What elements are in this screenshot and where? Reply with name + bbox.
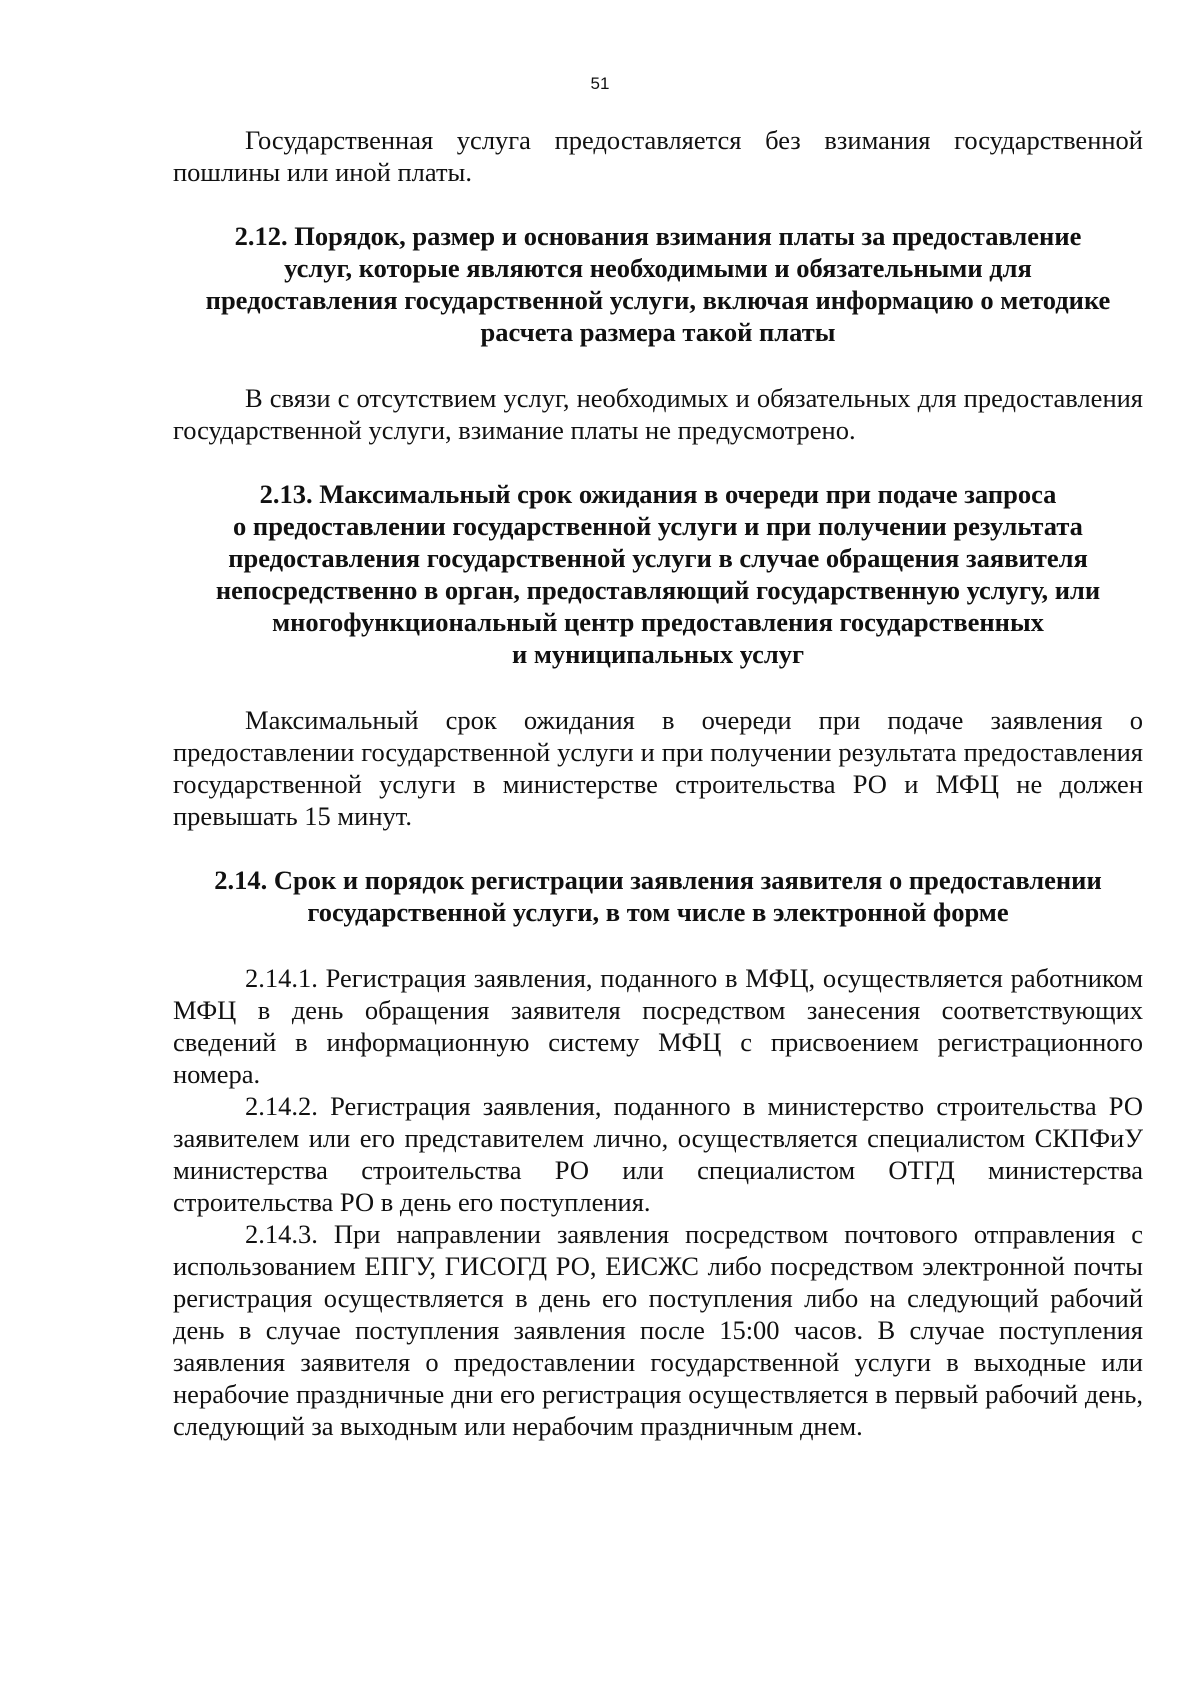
heading-line: 2.12. Порядок, размер и основания взимания платы за предоставление [234,221,1082,251]
document-body [173,124,1143,1442]
paragraph-queue-time: Максимальный срок ожидания в очереди при подаче заявления о предоставлении государственной услуги и при получении результата предоставления государственной услуги в министерстве строительства РО и МФЦ не должен превышать 15 минут. [173,705,1143,831]
heading-line: непосредственно в орган, предоставляющий государственную услугу, или [215,575,1101,605]
paragraph-2-14-1: 2.14.1. Регистрация заявления, поданного в МФЦ, осуществляется работником МФЦ в день обращения заявителя посредством занесения соответствующих сведений в информационную систему МФЦ с присвоением регистрационного номера. [173,963,1143,1089]
heading-line: предоставления государственной услуги в случае обращения заявителя [228,543,1088,573]
heading-line: многофункциональный центр предоставления государственных [272,607,1044,637]
heading-section-2-14 [173,864,1143,928]
heading-line: и муниципальных услуг [511,639,805,669]
heading-line: 2.14. Срок и порядок регистрации заявления заявителя о предоставлении [214,865,1102,895]
paragraph-fee-free: Государственная услуга предоставляется без взимания государственной пошлины или иной платы. [173,125,1143,187]
heading-line: государственной услуги, в том числе в электронной форме [307,897,1009,927]
heading-line: расчета размера такой платы [480,317,836,347]
heading-line: 2.13. Максимальный срок ожидания в очереди при подаче запроса [259,479,1057,509]
heading-line: предоставления государственной услуги, включая информацию о методике [205,285,1111,315]
heading-line: услуг, которые являются необходимыми и обязательными для [284,253,1032,283]
paragraph-2-14-3: 2.14.3. При направлении заявления посредством почтового отправления с использованием ЕПГУ, ГИСОГД РО, ЕИСЖС либо посредством электронной почты регистрация осуществляется в день его поступления либо на следующий рабочий день в случае поступления заявления после 15:00 часов. В случае поступления заявления заявителя о предоставлении государственной услуги в выходные или нерабочие праздничные дни его регистрация осуществляется в первый рабочий день, следующий за выходным или нерабочим праздничным днем. [173,1219,1143,1441]
paragraph-2-14-2: 2.14.2. Регистрация заявления, поданного в министерство строительства РО заявителем или его представителем лично, осуществляется специалистом СКПФиУ министерства строительства РО или специалистом ОТГД министерства строительства РО в день его поступления. [173,1091,1143,1217]
paragraph-no-fee: В связи с отсутствием услуг, необходимых и обязательных для предоставления государственной услуги, взимание платы не предусмотрено. [173,383,1143,445]
heading-line: о предоставлении государственной услуги и при получении результата [233,511,1083,541]
heading-section-2-12 [173,220,1143,348]
heading-section-2-13 [173,478,1143,670]
page-number: 51 [590,74,610,93]
